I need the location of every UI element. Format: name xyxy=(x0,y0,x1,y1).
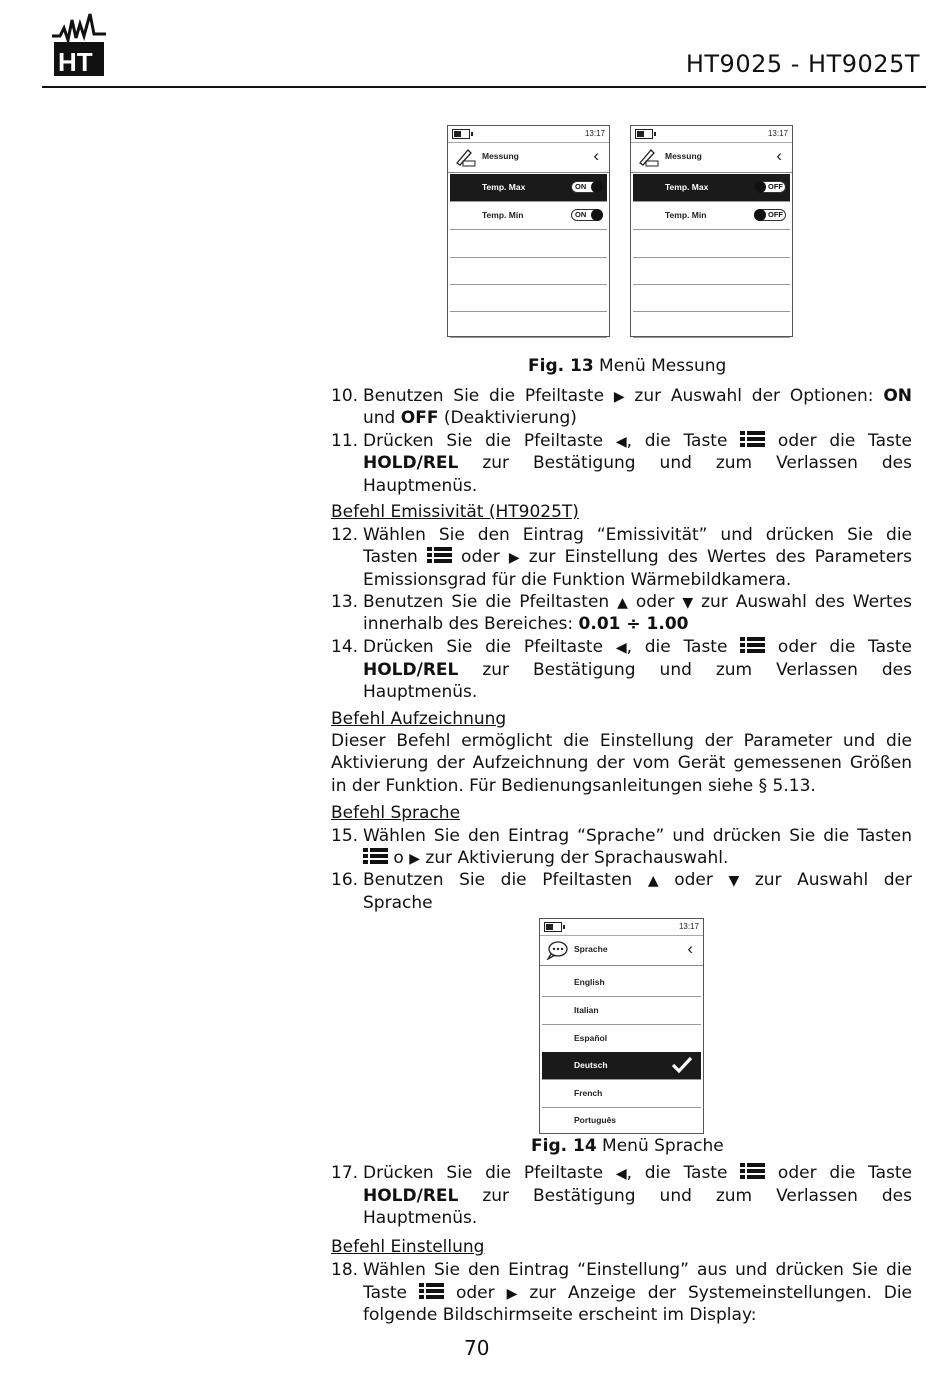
step-number: 18. xyxy=(331,1260,359,1280)
fig13-screen-off xyxy=(630,125,793,337)
step-12-line2: Tasten oder ▶ zur Einstellung des Wertes des Parameters xyxy=(363,546,912,570)
fig14-language-screen xyxy=(539,918,704,1134)
up-arrow-icon: ▲ xyxy=(647,873,659,889)
language-label: Deutsch xyxy=(574,1060,608,1070)
step-10-line2: und OFF (Deaktivierung) xyxy=(363,408,577,428)
step-14-line3: Hauptmenüs. xyxy=(363,682,478,702)
language-label: English xyxy=(574,977,605,987)
step-14-line2: HOLD/REL zur Bestätigung und zum Verlassen des xyxy=(363,660,912,680)
menu-row[interactable] xyxy=(450,174,607,202)
menu-list-icon xyxy=(427,546,452,564)
step-11-line3: Hauptmenüs. xyxy=(363,476,478,496)
down-arrow-icon: ▼ xyxy=(682,595,694,611)
step-16-line2: Sprache xyxy=(363,893,433,913)
back-chevron-icon[interactable]: ‹ xyxy=(593,146,599,165)
step-number: 14. xyxy=(331,637,359,657)
empty-row xyxy=(633,257,790,285)
clock: 13:17 xyxy=(678,922,699,931)
up-arrow-icon: ▲ xyxy=(617,595,628,611)
fig14-caption: Fig. 14 Menü Sprache xyxy=(531,1136,724,1156)
section-heading-recording: Befehl Aufzeichnung xyxy=(331,709,507,729)
step-number: 12. xyxy=(331,525,359,545)
recording-text-line1: Dieser Befehl ermöglicht die Einstellung der Parameter und die xyxy=(331,731,912,751)
right-arrow-icon: ▶ xyxy=(409,851,420,867)
toggle-switch[interactable]: ON xyxy=(571,181,603,193)
checkmark-icon xyxy=(671,1056,693,1074)
language-label: French xyxy=(574,1088,603,1098)
row-label: Temp. Min xyxy=(665,210,707,220)
language-option-selected[interactable] xyxy=(542,1052,701,1080)
left-arrow-icon: ◀ xyxy=(615,1166,627,1182)
section-heading-emissivity: Befehl Emissivität (HT9025T) xyxy=(331,502,579,522)
step-number: 11. xyxy=(331,431,359,451)
language-option[interactable] xyxy=(542,1107,701,1134)
menu-list-icon xyxy=(363,847,388,865)
step-11-line1: Drücken Sie die Pfeiltaste ◀, die Taste oder die Taste xyxy=(363,430,912,454)
battery-icon xyxy=(635,129,653,139)
empty-row xyxy=(450,284,607,312)
empty-row xyxy=(633,284,790,312)
row-label: Temp. Min xyxy=(482,210,524,220)
menu-list-icon xyxy=(740,1162,765,1180)
language-option[interactable] xyxy=(542,1080,701,1108)
svg-text:HT: HT xyxy=(58,47,93,77)
back-chevron-icon[interactable]: ‹ xyxy=(776,146,782,165)
right-arrow-icon: ▶ xyxy=(506,1286,518,1302)
fig13-caption: Fig. 13 Menü Messung xyxy=(528,356,727,376)
section-heading-settings: Befehl Einstellung xyxy=(331,1237,485,1257)
status-bar xyxy=(540,919,703,936)
status-bar xyxy=(631,126,792,143)
battery-icon xyxy=(452,129,470,139)
clock: 13:17 xyxy=(584,129,605,138)
step-12-line1: Wählen Sie den Eintrag “Emissivität” und drücken Sie die xyxy=(363,525,912,545)
section-heading-language: Befehl Sprache xyxy=(331,803,461,823)
empty-row xyxy=(633,310,790,338)
menu-header xyxy=(448,142,609,173)
step-18-line2: Taste oder ▶ zur Anzeige der Systemeinstellungen. Die xyxy=(363,1282,912,1306)
left-arrow-icon: ◀ xyxy=(615,434,627,450)
step-number: 17. xyxy=(331,1163,359,1183)
step-18-line3: folgende Bildschirmseite erscheint im Display: xyxy=(363,1305,757,1325)
step-16-line1: Benutzen Sie die Pfeiltasten ▲ oder ▼ zur Auswahl der xyxy=(363,869,912,893)
language-option[interactable] xyxy=(542,969,701,997)
menu-list-icon xyxy=(740,636,765,654)
step-11-line2: HOLD/REL zur Bestätigung und zum Verlassen des xyxy=(363,453,912,473)
clock: 13:17 xyxy=(767,129,788,138)
menu-list-icon xyxy=(419,1282,444,1300)
menu-list-icon xyxy=(740,430,765,448)
step-15-line2: o ▶ zur Aktivierung der Sprachauswahl. xyxy=(363,847,728,871)
speech-bubble-icon xyxy=(546,940,568,960)
empty-row xyxy=(450,230,607,258)
recording-text-line2: Aktivierung der Aufzeichnung der vom Gerät gemessenen Größen xyxy=(331,753,912,773)
language-option[interactable] xyxy=(542,997,701,1025)
empty-row xyxy=(450,257,607,285)
step-18-line1: Wählen Sie den Eintrag “Einstellung” aus und drücken Sie die xyxy=(363,1260,912,1280)
step-13-line1: Benutzen Sie die Pfeiltasten ▲ oder ▼ zur Auswahl des Wertes xyxy=(363,591,912,615)
row-label: Temp. Max xyxy=(665,182,709,192)
step-17-line1: Drücken Sie die Pfeiltaste ◀, die Taste oder die Taste xyxy=(363,1162,912,1186)
step-17-line3: Hauptmenüs. xyxy=(363,1208,478,1228)
step-number: 10. xyxy=(331,386,359,406)
toggle-switch[interactable]: ON xyxy=(571,209,603,221)
language-label: Español xyxy=(574,1033,608,1043)
menu-title: Sprache xyxy=(574,944,608,954)
toggle-switch[interactable]: OFF xyxy=(754,209,786,221)
right-arrow-icon: ▶ xyxy=(508,550,520,566)
empty-row xyxy=(450,310,607,338)
step-number: 13. xyxy=(331,592,359,612)
status-bar xyxy=(448,126,609,143)
step-12-line3: Emissionsgrad für die Funktion Wärmebildkamera. xyxy=(363,570,792,590)
language-label: Português xyxy=(574,1115,617,1125)
language-label: Italian xyxy=(574,1005,599,1015)
menu-header xyxy=(540,935,703,966)
recording-text-line3: in der Funktion. Für Bedienungsanleitungen siehe § 5.13. xyxy=(331,776,816,796)
step-number: 16. xyxy=(331,870,359,890)
empty-row xyxy=(633,230,790,258)
fig13-screen-on xyxy=(447,125,610,337)
step-10-line1: Benutzen Sie die Pfeiltaste ▶ zur Auswahl der Optionen: ON xyxy=(363,385,912,409)
menu-row[interactable] xyxy=(633,174,790,202)
step-number: 15. xyxy=(331,826,359,846)
language-option[interactable] xyxy=(542,1025,701,1053)
menu-row[interactable] xyxy=(450,202,607,230)
menu-title: Messung xyxy=(665,151,702,161)
step-13-line2: innerhalb des Bereiches: 0.01 ÷ 1.00 xyxy=(363,614,689,634)
header-rule xyxy=(42,86,926,88)
menu-header xyxy=(631,142,792,173)
down-arrow-icon: ▼ xyxy=(728,873,740,889)
toggle-switch[interactable]: OFF xyxy=(754,181,786,193)
battery-icon xyxy=(544,922,562,932)
step-15-line1: Wählen Sie den Eintrag “Sprache” und drücken Sie die Tasten xyxy=(363,826,912,846)
row-label: Temp. Max xyxy=(482,182,526,192)
back-chevron-icon[interactable]: ‹ xyxy=(687,939,693,958)
right-arrow-icon: ▶ xyxy=(613,389,625,405)
page-number: 70 xyxy=(464,1336,490,1360)
ht-logo xyxy=(50,10,108,80)
menu-row[interactable] xyxy=(633,202,790,230)
left-arrow-icon: ◀ xyxy=(615,640,627,656)
measurement-pencil-icon xyxy=(454,147,476,167)
model-header: HT9025 - HT9025T xyxy=(685,50,920,78)
step-14-line1: Drücken Sie die Pfeiltaste ◀, die Taste oder die Taste xyxy=(363,636,912,660)
step-17-line2: HOLD/REL zur Bestätigung und zum Verlassen des xyxy=(363,1186,912,1206)
menu-title: Messung xyxy=(482,151,519,161)
measurement-pencil-icon xyxy=(637,147,659,167)
